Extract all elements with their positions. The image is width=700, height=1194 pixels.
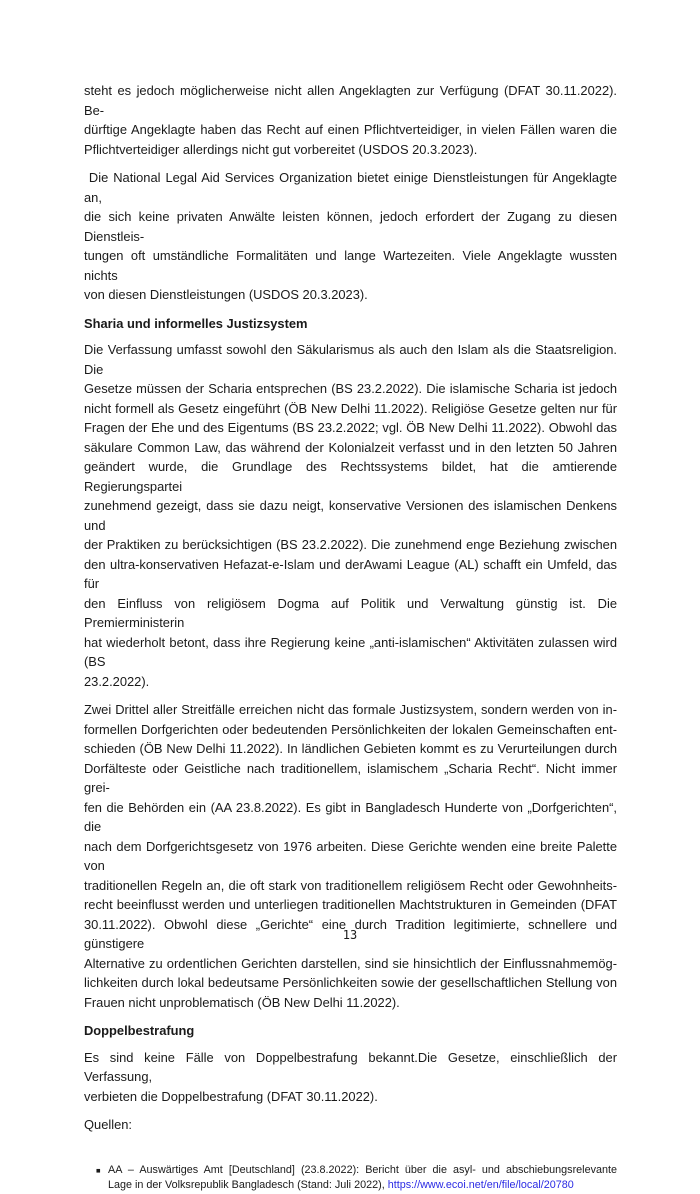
text-line: recht beeinflusst werden und unterliegen traditionellen Machtstrukturen in Gemeinden (DFAT bbox=[84, 897, 617, 912]
text-line: zunehmend gezeigt, dass sie dazu neigt, konservative Versionen des islamischen Denkens und bbox=[84, 498, 617, 533]
text-line: schieden (ÖB New Delhi 11.2022). In ländlichen Gebieten kommt es zu Verurteilungen durch bbox=[84, 741, 617, 756]
text-line: Frauen nicht unproblematisch (ÖB New Delhi 11.2022). bbox=[84, 994, 400, 1010]
text-line: traditionellen Regeln an, die oft stark von traditionellem religiösem Recht oder Gewohnheits- bbox=[84, 877, 617, 893]
text-line: Dorfälteste oder Geistliche nach traditionellem, islamischem „Scharia Recht“. Nicht immer grei- bbox=[84, 760, 617, 795]
text-line: nicht formell als Gesetz eingeführt (ÖB New Delhi 11.2022). Religiöse Gesetze gelten nur für bbox=[84, 400, 617, 416]
source-citation-line-2 bbox=[108, 1178, 617, 1194]
text-line: dürftige Angeklagte haben das Recht auf einen Pflichtverteidiger, in vielen Fällen waren die bbox=[84, 122, 617, 137]
text-line: hat wiederholt betont, dass ihre Regierung keine „anti-islamischen“ Aktivitäten zulassen wird (BS bbox=[84, 634, 617, 669]
text-line: tungen oft umständliche Formalitäten und lange Wartezeiten. Viele Angeklagte wussten nichts bbox=[84, 248, 617, 283]
text-line: Alternative zu ordentlichen Gerichten darstellen, sind sie hinsichtlich der Einflussnahmemög- bbox=[84, 955, 617, 971]
text-line: die sich keine privaten Anwälte leisten können, jedoch erfordert der Zugang zu diesen Dienstleis- bbox=[84, 209, 617, 244]
text-line: 30.11.2022). Obwohl diese „Gerichte“ eine durch Tradition legitimierte, schnellere und günstigere bbox=[84, 916, 617, 951]
text-line: lichkeiten durch lokal bedeutsame Persönlichkeiten sowie der gesellschaftlichen Stellung von bbox=[84, 975, 617, 990]
text-line: den ultra-konservativen Hefazat-e-Islam und derAwami League (AL) schafft ein Umfeld, das für bbox=[84, 556, 617, 591]
bullet-square-icon: ■ bbox=[96, 1165, 101, 1175]
source-url-link[interactable]: https://www.ecoi.net/en/file/local/20780 bbox=[387, 1179, 574, 1191]
page-number: 13 bbox=[342, 928, 358, 942]
text-line: Es sind keine Fälle von Doppelbestrafung bekannt.Die Gesetze, einschließlich der Verfassung, bbox=[84, 1049, 617, 1084]
sources-label: Quellen: bbox=[84, 1117, 133, 1132]
paragraph-doppelbestrafung bbox=[84, 1048, 617, 1107]
text-line: 23.2.2022). bbox=[84, 673, 150, 689]
section-heading-doppelbestrafung: Doppelbestrafung bbox=[84, 1023, 195, 1038]
paragraph-legal-aid-availability bbox=[84, 81, 617, 159]
text-line: Gesetze müssen der Scharia entsprechen (BS 23.2.2022). Die islamische Scharia ist jedoch bbox=[84, 381, 617, 396]
text-line: Die Verfassung umfasst sowohl den Säkularismus als auch den Islam als die Staatsreligion. Die bbox=[84, 342, 617, 377]
text-line: Zwei Drittel aller Streitfälle erreichen nicht das formale Justizsystem, sondern werden von in- bbox=[84, 702, 617, 717]
text-line: formellen Dorfgerichten oder bedeutenden Persönlichkeiten der lokalen Gemeinschaften ent- bbox=[84, 721, 617, 737]
text-line: von diesen Dienstleistungen (USDOS 20.3.2023). bbox=[84, 287, 368, 302]
text-line: nach dem Dorfgerichtsgesetz von 1976 arbeiten. Diese Gerichte wenden eine breite Palette von bbox=[84, 838, 617, 873]
text-line: fen die Behörden ein (AA 23.8.2022). Es gibt in Bangladesch Hunderte von „Dorfgerichten“, die bbox=[84, 799, 617, 834]
page-content bbox=[84, 81, 617, 1194]
text-line: geändert wurde, die Grundlage des Rechtssystems bildet, hat die amtierende Regierungspartei bbox=[84, 459, 617, 494]
text-line: der Praktiken zu berücksichtigen (BS 23.2.2022). Die zunehmend enge Beziehung zwischen bbox=[84, 537, 617, 552]
text-line: Die National Legal Aid Services Organization bietet einige Dienstleistungen für Angeklagte an, bbox=[84, 170, 617, 205]
source-citation-line-1: AA – Auswärtiges Amt [Deutschland] (23.8.2022): Bericht über die asyl- und abschiebungsrelevante bbox=[108, 1163, 617, 1176]
paragraph-verfassung-scharia bbox=[84, 340, 617, 691]
paragraph-dorfgerichte bbox=[84, 700, 617, 1012]
text-line: den Einfluss von religiösem Dogma auf Politik und Verwaltung günstig ist. Die Premierministerin bbox=[84, 595, 617, 630]
section-heading-sharia: Sharia und informelles Justizsystem bbox=[84, 315, 308, 331]
source-citation-line-2-text: Lage in der Volksrepublik Bangladesch (Stand: Juli 2022), bbox=[108, 1179, 388, 1191]
text-line: säkulare Common Law, das während der Kolonialzeit verfasst und in den letzten 50 Jahren bbox=[84, 439, 617, 455]
text-line: Pflichtverteidiger allerdings nicht gut vorbereitet (USDOS 20.3.2023). bbox=[84, 141, 478, 157]
text-line: steht es jedoch möglicherweise nicht allen Angeklagten zur Verfügung (DFAT 30.11.2022). Be- bbox=[84, 83, 617, 118]
text-line: verbieten die Doppelbestrafung (DFAT 30.11.2022). bbox=[84, 1088, 378, 1104]
source-citation bbox=[108, 1163, 617, 1194]
paragraph-national-legal-aid bbox=[84, 168, 617, 305]
source-list-item bbox=[84, 1163, 617, 1194]
text-line: Fragen der Ehe und des Eigentums (BS 23.2.2022; vgl. ÖB New Delhi 11.2022). Obwohl das bbox=[84, 420, 617, 435]
